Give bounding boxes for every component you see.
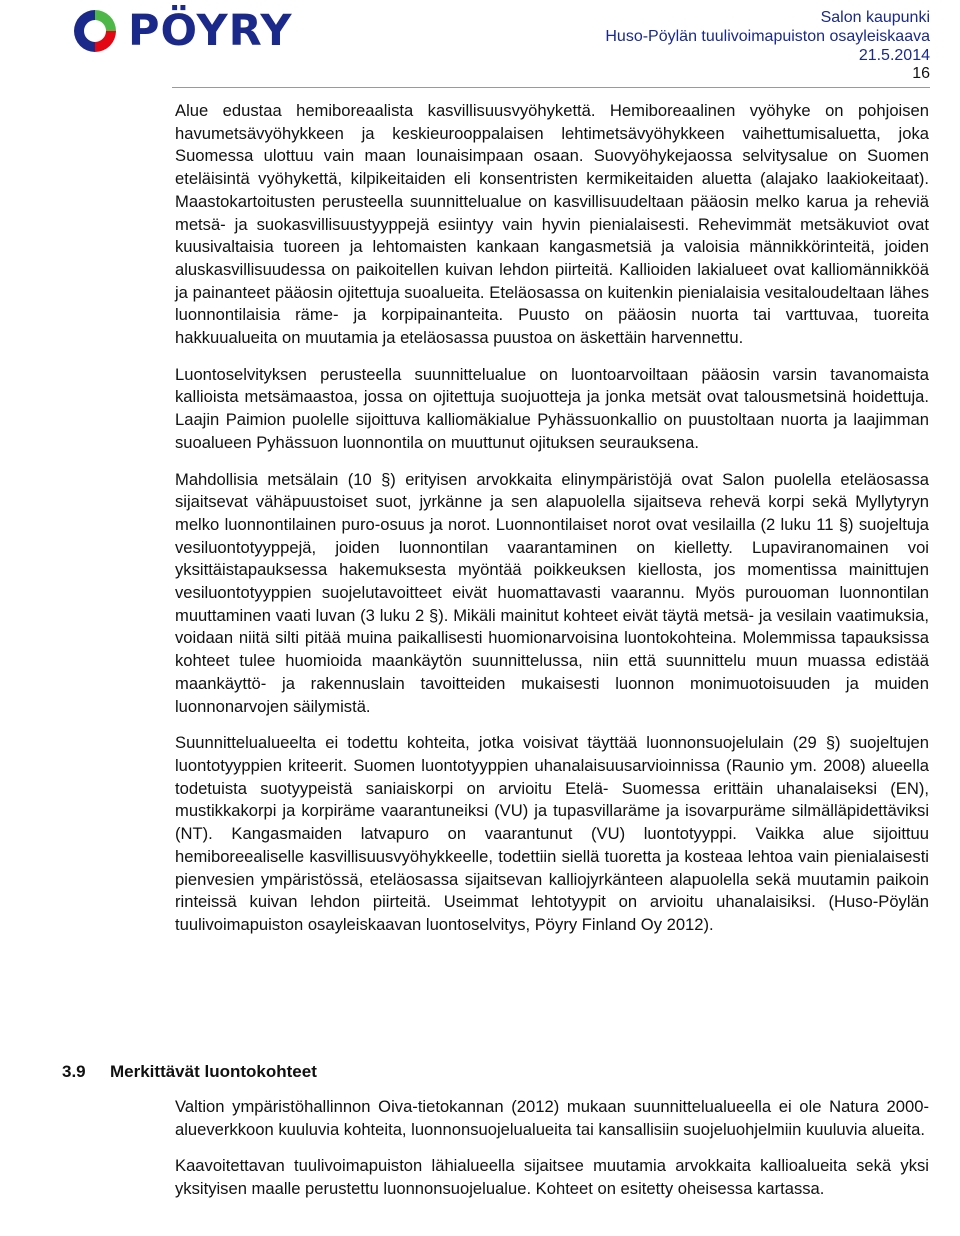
header-date: 21.5.2014 [858, 47, 930, 64]
section-body-text [175, 1096, 929, 1215]
document-header [605, 8, 930, 65]
body-text [175, 100, 929, 951]
section-number: 3.9 [62, 1062, 86, 1081]
paragraph: Alue edustaa hemiboreaalista kasvillisuusvyöhykettä. Hemiboreaalinen vyöhyke on pohjoisen havumetsävyöhykkeen ja keskieurooppalaisen lehtimetsävyöhykkeen vaihettumisaluetta, joka Suomessa ulottuu vain maan lounaisimpaan osaan. Suovyöhykejaossa selvitysalue on Suomen eteläisintä vyöhykettä, kilpikeitaiden eli konsentristen kermikeitaiden aluetta (alajako laakiokeitaat). Maastokartoitusten perusteella suunnittelualue on kasvillisuudeltaan pääosin melko karua ja reheviä metsä- ja suokasvillisuustyyppejä esiintyy vain hyvin pienialaisesti. Rehevimmät metsäkuviot ovat kuusivaltaisia tuoreen ja lehtomaisten kankaan kangasmetsiä ja valoisia männikkörinteitä, joiden aluskasvillisuudessa on paikoitellen kuivan lehdon piirteitä. Kallioiden lakialueet ovat kalliomännikköä ja painanteet pääosin ojitettuja suoalueita. Eteläosassa on kuitenkin pienialaisia vesitaloudeltaan lähes luonnontilaisia räme- ja korpipainanteita. Puusto on pääosin nuorta tai varttuvaa, tuoreita hakkuualueita on muutamia ja eteläosassa puustoa on äskettäin harvennettu. [175, 101, 929, 348]
page-number: 16 [912, 65, 930, 82]
header-divider [172, 87, 930, 88]
poyry-logo-mark-icon [70, 6, 120, 56]
header-client: Salon kaupunki [820, 9, 930, 26]
header-project: Huso-Pöylän tuulivoimapuiston osayleiskaava [605, 28, 930, 45]
section-heading [62, 1062, 317, 1082]
paragraph: Valtion ympäristöhallinnon Oiva-tietokannan (2012) mukaan suunnittelualueella ei ole Natura 2000-alueverkkoon kuuluvia kohteita, luonnonsuojelualueita tai kansallisiin suojeluohjelmiin kuuluvia alueita. [175, 1097, 929, 1139]
paragraph: Kaavoitettavan tuulivoimapuiston lähialueella sijaitsee muutamia arvokkaita kallioalueita sekä yksi yksityisen maalle perustettu luonnonsuojelualue. Kohteet on esitetty oheisessa kartassa. [175, 1156, 929, 1199]
paragraph: Suunnittelualueelta ei todettu kohteita, jotka voisivat täyttää luonnonsuojelulain (29 §) suojeltujen luontotyyppien kriteerit. Suomen luontotyyppien uhanalaisuusarvioinnissa (Raunio ym. 2008) alueella todetuista suotyypeistä saniaiskorpi on arvioitu Etelä- Suomessa erittäin uhanalaiseksi (EN), mustikkakorpi ja korpiräme vaarantuneiksi (VU) ja tupasvillaräme ja isovarpuräme silmälläpidettäviksi (NT). Kangasmaiden latvapuro on vaarantunut (VU) luontotyyppi. Vaikka alue sijoittuu hemiboreealiselle kasvillisuusvyöhykkeelle, todettiin siellä tuoretta ja kosteaa lehtoa vain pienialaisesti pienvesien ympäristössä, eteläosassa sijaitsevan kalliojyrkänteen alapuolella sekä muutamin paikoin rinteissä kuivan lehdon piirteitä. Useimmat lehtotyypit on arvioitu uhanalaisiksi. (Huso-Pöylän tuulivoimapuiston osayleiskaavan luontoselvitys, Pöyry Finland Oy 2012). [175, 733, 929, 934]
poyry-logo [70, 6, 293, 56]
logo-wordmark: PÖYRY [128, 5, 293, 56]
paragraph: Luontoselvityksen perusteella suunnittelualue on luontoarvoiltaan pääosin varsin tavanomaista kallioista metsämaastoa, jossa on ojitettuja suojuotteja ja jonka metsät ovat talousmetsinä hoidettuja. Laajin Paimion puolelle sijoittuva kalliomäkialue Pyhässuonkallio on puustoltaan nuorta ja laajimman suoalueen Pyhässuon luonnontila on muuttunut ojituksen seurauksena. [175, 364, 929, 452]
section-title: Merkittävät luontokohteet [110, 1062, 317, 1081]
paragraph: Mahdollisia metsälain (10 §) erityisen arvokkaita elinympäristöjä ovat Salon puolella eteläosassa sijaitsevat vähäpuustoiset suot, jyrkänne ja sen alapuolella sijaitseva rehevä korpi sekä Myllytyryn melko luonnontilainen puro-osuus ja norot. Luonnontilaiset norot ovat vesilailla (2 luku 11 §) suojeltuja vesiluontotyyppejä, joiden luonnontilan vaarantaminen on kielletty. Lupaviranomainen voi yksittäistapauksessa hakemuksesta myöntää poikkeuksen kiellosta, jos momentissa mainittujen vesiluontotyyppien suojelutavoitteet eivät huomattavasti vaarannu. Myös purouoman luonnontilan muuttaminen vaati luvan (3 luku 2 §). Mikäli mainitut kohteet eivät täytä metsä- ja vesilain vaatimuksia, voidaan niitä silti pitää muina paikallisesti huomionarvoisina luontokohteina. Molemmissa tapauksissa kohteet tulee huomioida maankäytön suunnittelussa, niin että suunnittelu muun muassa edistää maankäyttö- ja rakennuslain tavoitteiden mukaisesti luonnon monimuotoisuuden ja muiden luonnonarvojen säilymistä. [175, 469, 929, 716]
